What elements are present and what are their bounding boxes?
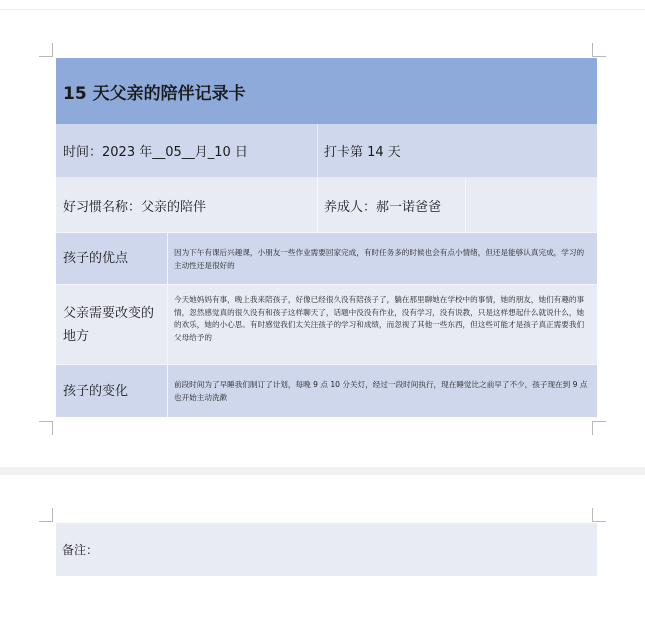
crop-mark-p2-right <box>592 508 593 522</box>
date-cell: 时间：2023 年__05__月_10 日 <box>56 124 318 177</box>
note-row <box>56 523 597 576</box>
crop-mark-p2-right-h <box>592 521 606 522</box>
page-gap <box>0 467 645 475</box>
crop-mark-bottom-left <box>52 421 53 435</box>
result-row <box>56 364 597 417</box>
strength-row <box>56 232 597 284</box>
record-card <box>56 58 597 417</box>
cultivator-cell: 养成人：郝一诺爸爸 <box>318 178 466 232</box>
crop-mark-top-right <box>592 43 593 57</box>
change-label: 父亲需要改变的地方 <box>56 285 168 364</box>
result-text: 前段时间为了早睡我们制订了计划，每晚 9 点 10 分关灯，经过一段时间执行，现在睡觉比之前早了不少，孩子现在到 9 点也开始主动洗漱 <box>174 380 588 402</box>
crop-mark-top-left <box>52 43 53 57</box>
card-title-row <box>56 58 597 124</box>
crop-mark-p2-left <box>52 508 53 522</box>
crop-mark-bottom-left-h <box>39 421 53 422</box>
empty-cell <box>466 178 597 232</box>
note-label: 备注： <box>62 543 99 557</box>
card-title: 15 天父亲的陪伴记录卡 <box>63 83 246 104</box>
strength-label: 孩子的优点 <box>56 233 168 284</box>
checkin-cell: 打卡第 14 天 <box>324 145 401 160</box>
crop-mark-top-left-h <box>39 56 53 57</box>
change-text: 今天她妈妈有事，晚上我来陪孩子，好像已经很久没有陪孩子了，躺在那里聊她在学校中的事情，她的朋友，她们有趣的事情，忽然感觉真的很久没有和孩子这样聊天了，话题中没没有作业，没有学习，没有说教，只是这样想起什么就说什么，她的欢乐，她的小心思。有时感觉我们太关注孩子的学习和成绩，而忽视了其他一些东西，但这些可能才是孩子真正需要我们父母给予的 <box>174 295 585 342</box>
crop-mark-top-right-h <box>592 56 606 57</box>
change-row <box>56 284 597 364</box>
crop-mark-p2-left-h <box>39 521 53 522</box>
document-page-2 <box>0 475 645 640</box>
time-row <box>56 124 597 178</box>
crop-mark-bottom-right-h <box>592 421 606 422</box>
result-label: 孩子的变化 <box>56 365 168 417</box>
crop-mark-bottom-right <box>592 421 593 435</box>
document-page-1 <box>0 10 645 467</box>
habit-row <box>56 178 597 232</box>
strength-text: 因为下午有课后兴趣课，小朋友一些作业需要回家完成，有时任务多的时候也会有点小情绪，但还是能够认真完成，学习的主动性还是很好的 <box>174 248 585 270</box>
habit-name-cell: 好习惯名称：父亲的陪伴 <box>56 178 318 232</box>
